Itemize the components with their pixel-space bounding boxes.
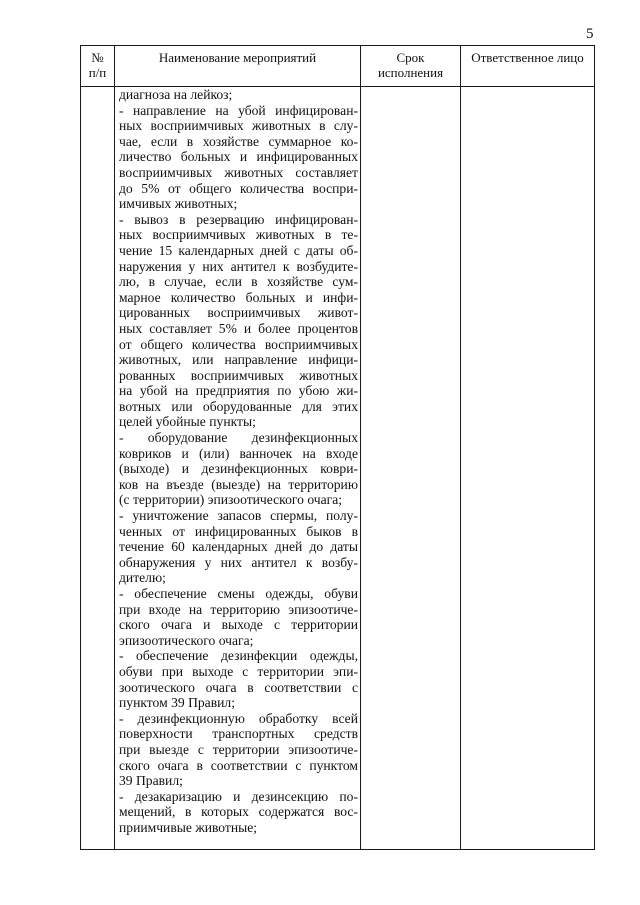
cell-term	[361, 87, 461, 850]
header-responsible	[461, 46, 595, 87]
header-term-line-2: исполнения	[377, 65, 444, 80]
measure-text-line: обнаружения у них антител к возбу-	[119, 554, 358, 570]
measure-text-line: чае, если в хозяйстве суммарное ко-	[119, 133, 358, 149]
measure-text-line: - оборудование дезинфекционных	[119, 430, 358, 446]
measure-text-line: поверхности транспортных средств	[119, 726, 358, 742]
measure-text-line: приимчивые животные;	[119, 819, 258, 835]
header-term	[361, 46, 461, 87]
measure-text-line: ского очага в соответствии с пунктом	[119, 757, 358, 773]
measure-text-line: цированных восприимчивых живот-	[119, 305, 358, 321]
measure-text-line: ных составляет 5% и более процентов	[119, 320, 358, 336]
header-responsible-line-1: Ответственное лицо	[471, 50, 584, 65]
measure-text-line: ков на въезде (выезде) на территорию	[119, 476, 358, 492]
table-header-row	[81, 46, 595, 87]
measure-text-line: диагноза на лейкоз;	[119, 87, 233, 102]
measure-text-line: имчивых животных;	[119, 196, 238, 212]
cell-number	[81, 87, 115, 850]
measure-text-line: (выходе) и дезинфекционных коври-	[119, 461, 358, 477]
header-number	[81, 46, 115, 87]
measure-text-line: рованных восприимчивых животных	[119, 367, 358, 383]
measure-text-line: дителю;	[119, 570, 166, 586]
header-term-line-1: Срок	[396, 50, 425, 65]
header-number-line-2: п/п	[88, 65, 107, 80]
measure-text-line: эпизоотического очага;	[119, 632, 254, 648]
header-measures-name-line-1: Наименование мероприятий	[158, 50, 317, 65]
measure-text-line: при выезде с территории эпизоотиче-	[119, 741, 358, 757]
measure-text-line: ченных от инфицированных быков в	[119, 523, 358, 539]
measure-text-line: ского очага и выходе с территории	[119, 617, 358, 633]
measure-text-line: - вывоз в резервацию инфицирован-	[119, 211, 358, 227]
measure-text-line: - направление на убой инфицирован-	[119, 102, 358, 118]
measure-text-line: при входе на территорию эпизоотиче-	[119, 601, 358, 617]
measure-text-line: обуви при выходе с территории эпи-	[119, 663, 358, 679]
measure-text-line: 39 Правил;	[119, 773, 183, 789]
measure-text-line: чение 15 календарных дней с даты об-	[119, 242, 358, 258]
measure-text-line: до 5% от общего количества воспри-	[119, 180, 358, 196]
measure-text-line: (с территории) эпизоотического очага;	[119, 492, 343, 508]
measure-text-line: течение 60 календарных дней до даты	[119, 539, 358, 555]
measure-text-line: лю, в случае, если в хозяйстве сум-	[119, 274, 358, 290]
measure-text-line: животных, или направление инфици-	[119, 352, 358, 368]
header-number-line-1: №	[91, 50, 104, 65]
cell-measures-text	[115, 87, 361, 850]
measures-table	[80, 45, 595, 850]
measure-text-line: - уничтожение запасов спермы, полу-	[119, 508, 358, 524]
measure-text-line: ных восприимчивых животных в слу-	[119, 118, 358, 134]
measure-text-line: - дезинфекционную обработку всей	[119, 710, 358, 726]
measure-text-line: на убой на предприятия по убою жи-	[119, 383, 358, 399]
measure-text-line: личество больных и инфицированных	[119, 149, 358, 165]
measure-text-line: мещений, в которых содержатся вос-	[119, 804, 358, 820]
header-measures-name	[115, 46, 361, 87]
measure-text-line: ных восприимчивых животных в те-	[119, 227, 358, 243]
measure-text-line: от общего количества восприимчивых	[119, 336, 358, 352]
measure-text-line: восприимчивых животных составляет	[119, 164, 358, 180]
cell-responsible	[461, 87, 595, 850]
measure-text-line: целей убойные пункты;	[119, 414, 256, 430]
measure-text-line: зоотического очага в соответствии с	[119, 679, 358, 695]
measure-text-line: - обеспечение смены одежды, обуви	[119, 586, 358, 601]
measure-text-line: наружения у них антител к возбудите-	[119, 258, 358, 274]
measure-text-line: - дезакаризацию и дезинсекцию по-	[119, 788, 358, 804]
measure-text-line: марное количество больных и инфи-	[119, 289, 358, 305]
measure-text-line: пунктом 39 Правил;	[119, 695, 235, 711]
table-row	[81, 87, 595, 850]
measure-text-line: ковриков и (или) ванночек на входе	[119, 445, 358, 461]
measure-text-line: вотных или оборудованные для этих	[119, 398, 358, 414]
page-number: 5	[586, 26, 594, 42]
measure-text-line: - обеспечение дезинфекции одежды,	[119, 648, 358, 664]
